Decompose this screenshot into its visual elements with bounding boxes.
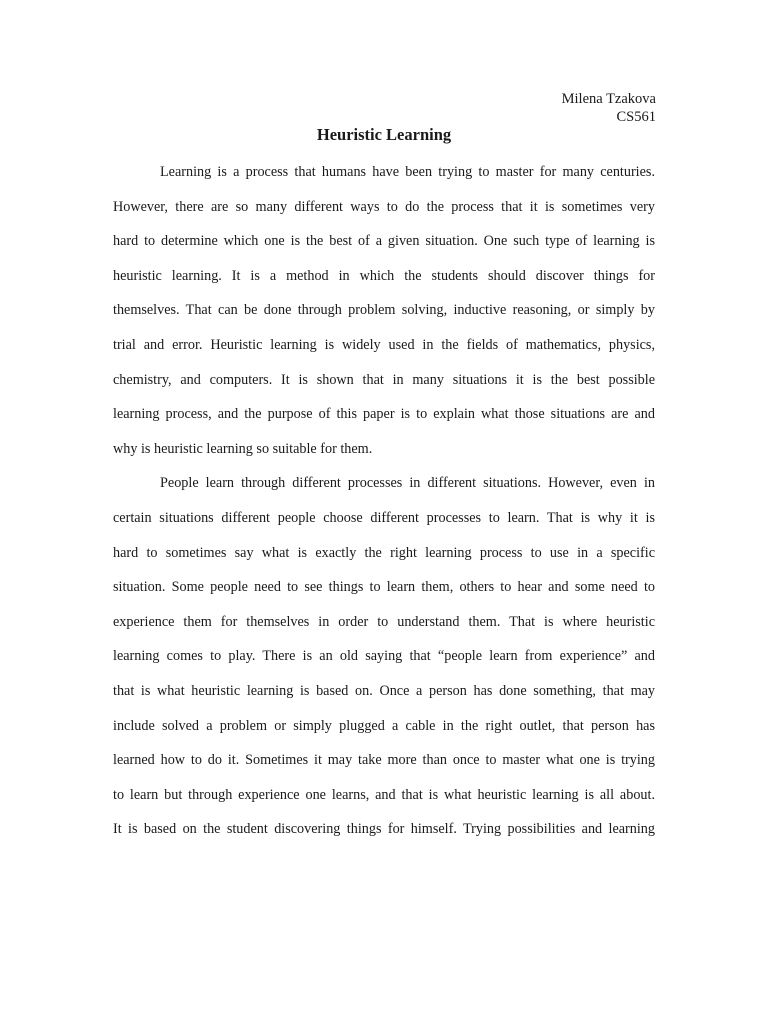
text-line: chemistry, and computers. It is shown that in many situations it is the best possible: [113, 371, 655, 388]
text-line: Learning is a process that humans have been trying to master for many centuries.: [160, 164, 655, 180]
text-line: why is heuristic learning so suitable for them.: [113, 440, 373, 457]
text-line: People learn through different processes in different situations. However, even in: [160, 475, 655, 492]
author-name: Milena Tzakova: [561, 91, 656, 107]
paragraph: [113, 472, 655, 853]
text-line: learning comes to play. There is an old saying that “people learn from experience” and: [113, 648, 655, 665]
document-body: [113, 161, 655, 853]
text-line: to learn but through experience one learns, and that is what heuristic learning is all about.: [113, 786, 655, 803]
text-line: It is based on the student discovering things for himself. Trying possibilities and learning: [113, 821, 655, 838]
text-line: experience them for themselves in order to understand them. That is where heuristic: [113, 613, 655, 630]
text-line: heuristic learning. It is a method in which the students should discover things for: [113, 267, 655, 284]
text-line: themselves. That can be done through problem solving, inductive reasoning, or simply by: [113, 302, 655, 319]
text-line: trial and error. Heuristic learning is widely used in the fields of mathematics, physics,: [113, 336, 655, 353]
course-code: CS561: [616, 109, 656, 125]
text-line: that is what heuristic learning is based on. Once a person has done something, that may: [113, 682, 655, 699]
text-line: learned how to do it. Sometimes it may take more than once to master what one is trying: [113, 752, 655, 769]
author-header: [562, 90, 656, 126]
text-line: hard to determine which one is the best of a given situation. One such type of learning is: [113, 233, 655, 250]
text-line: situation. Some people need to see things to learn them, others to hear and some need to: [113, 579, 655, 596]
document-title: Heuristic Learning: [316, 125, 452, 144]
text-line: learning process, and the purpose of this paper is to explain what those situations are and: [113, 406, 655, 423]
text-line: include solved a problem or simply plugged a cable in the right outlet, that person has: [113, 717, 655, 734]
text-line: However, there are so many different ways to do the process that it is sometimes very: [113, 198, 655, 215]
text-line: certain situations different people choose different processes to learn. That is why it is: [113, 509, 655, 526]
paragraph: [113, 161, 655, 472]
text-line: hard to sometimes say what is exactly the right learning process to use in a specific: [113, 544, 655, 561]
